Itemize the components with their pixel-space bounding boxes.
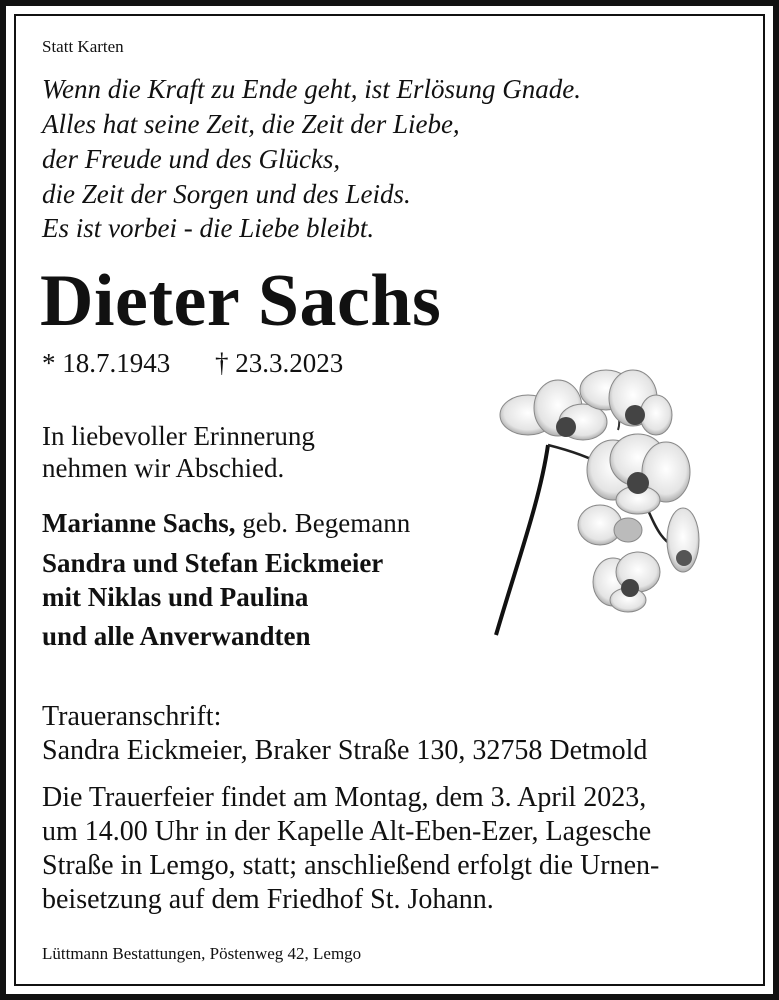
service-line-3: Straße in Lemgo, statt; anschließend erfolgt die Urnen- bbox=[42, 850, 660, 881]
mourner-primary-name: Marianne Sachs, bbox=[42, 508, 236, 538]
poem-line-3: der Freude und des Glücks, bbox=[42, 144, 341, 174]
header-text: Statt Karten bbox=[42, 37, 124, 56]
deceased-name: Dieter Sachs bbox=[40, 260, 442, 342]
footer-text: Lüttmann Bestattungen, Pöstenweg 42, Lemgo bbox=[42, 944, 362, 963]
mourner-primary bbox=[42, 510, 410, 537]
service-line-2: um 14.00 Uhr in der Kapelle Alt-Eben-Ezer, Lagesche bbox=[42, 816, 652, 847]
poem-line-2: Alles hat seine Zeit, die Zeit der Liebe, bbox=[42, 109, 460, 139]
address-label: Traueranschrift: bbox=[42, 701, 222, 732]
poem-line-5: Es ist vorbei - die Liebe bleibt. bbox=[42, 213, 375, 243]
service-line-1: Die Trauerfeier findet am Montag, dem 3. April 2023, bbox=[42, 782, 647, 813]
service-line-4: beisetzung auf dem Friedhof St. Johann. bbox=[42, 884, 494, 915]
birth-date: * 18.7.1943 bbox=[42, 348, 171, 378]
farewell-line-2: nehmen wir Abschied. bbox=[42, 453, 285, 483]
mourner-primary-suffix: geb. Begemann bbox=[235, 508, 411, 538]
death-date: † 23.3.2023 bbox=[215, 348, 344, 378]
mourner-line-3: und alle Anverwandten bbox=[42, 621, 311, 651]
poem-line-1: Wenn die Kraft zu Ende geht, ist Erlösung Gnade. bbox=[42, 74, 581, 104]
mourner-line-1: Sandra und Stefan Eickmeier bbox=[42, 548, 384, 578]
farewell-line-1: In liebevoller Erinnerung bbox=[42, 421, 315, 451]
orchid-branch-icon bbox=[488, 360, 728, 640]
poem-line-4: die Zeit der Sorgen und des Leids. bbox=[42, 179, 411, 209]
mourner-line-2: mit Niklas und Paulina bbox=[42, 582, 309, 612]
address-text: Sandra Eickmeier, Braker Straße 130, 32758 Detmold bbox=[42, 735, 648, 766]
